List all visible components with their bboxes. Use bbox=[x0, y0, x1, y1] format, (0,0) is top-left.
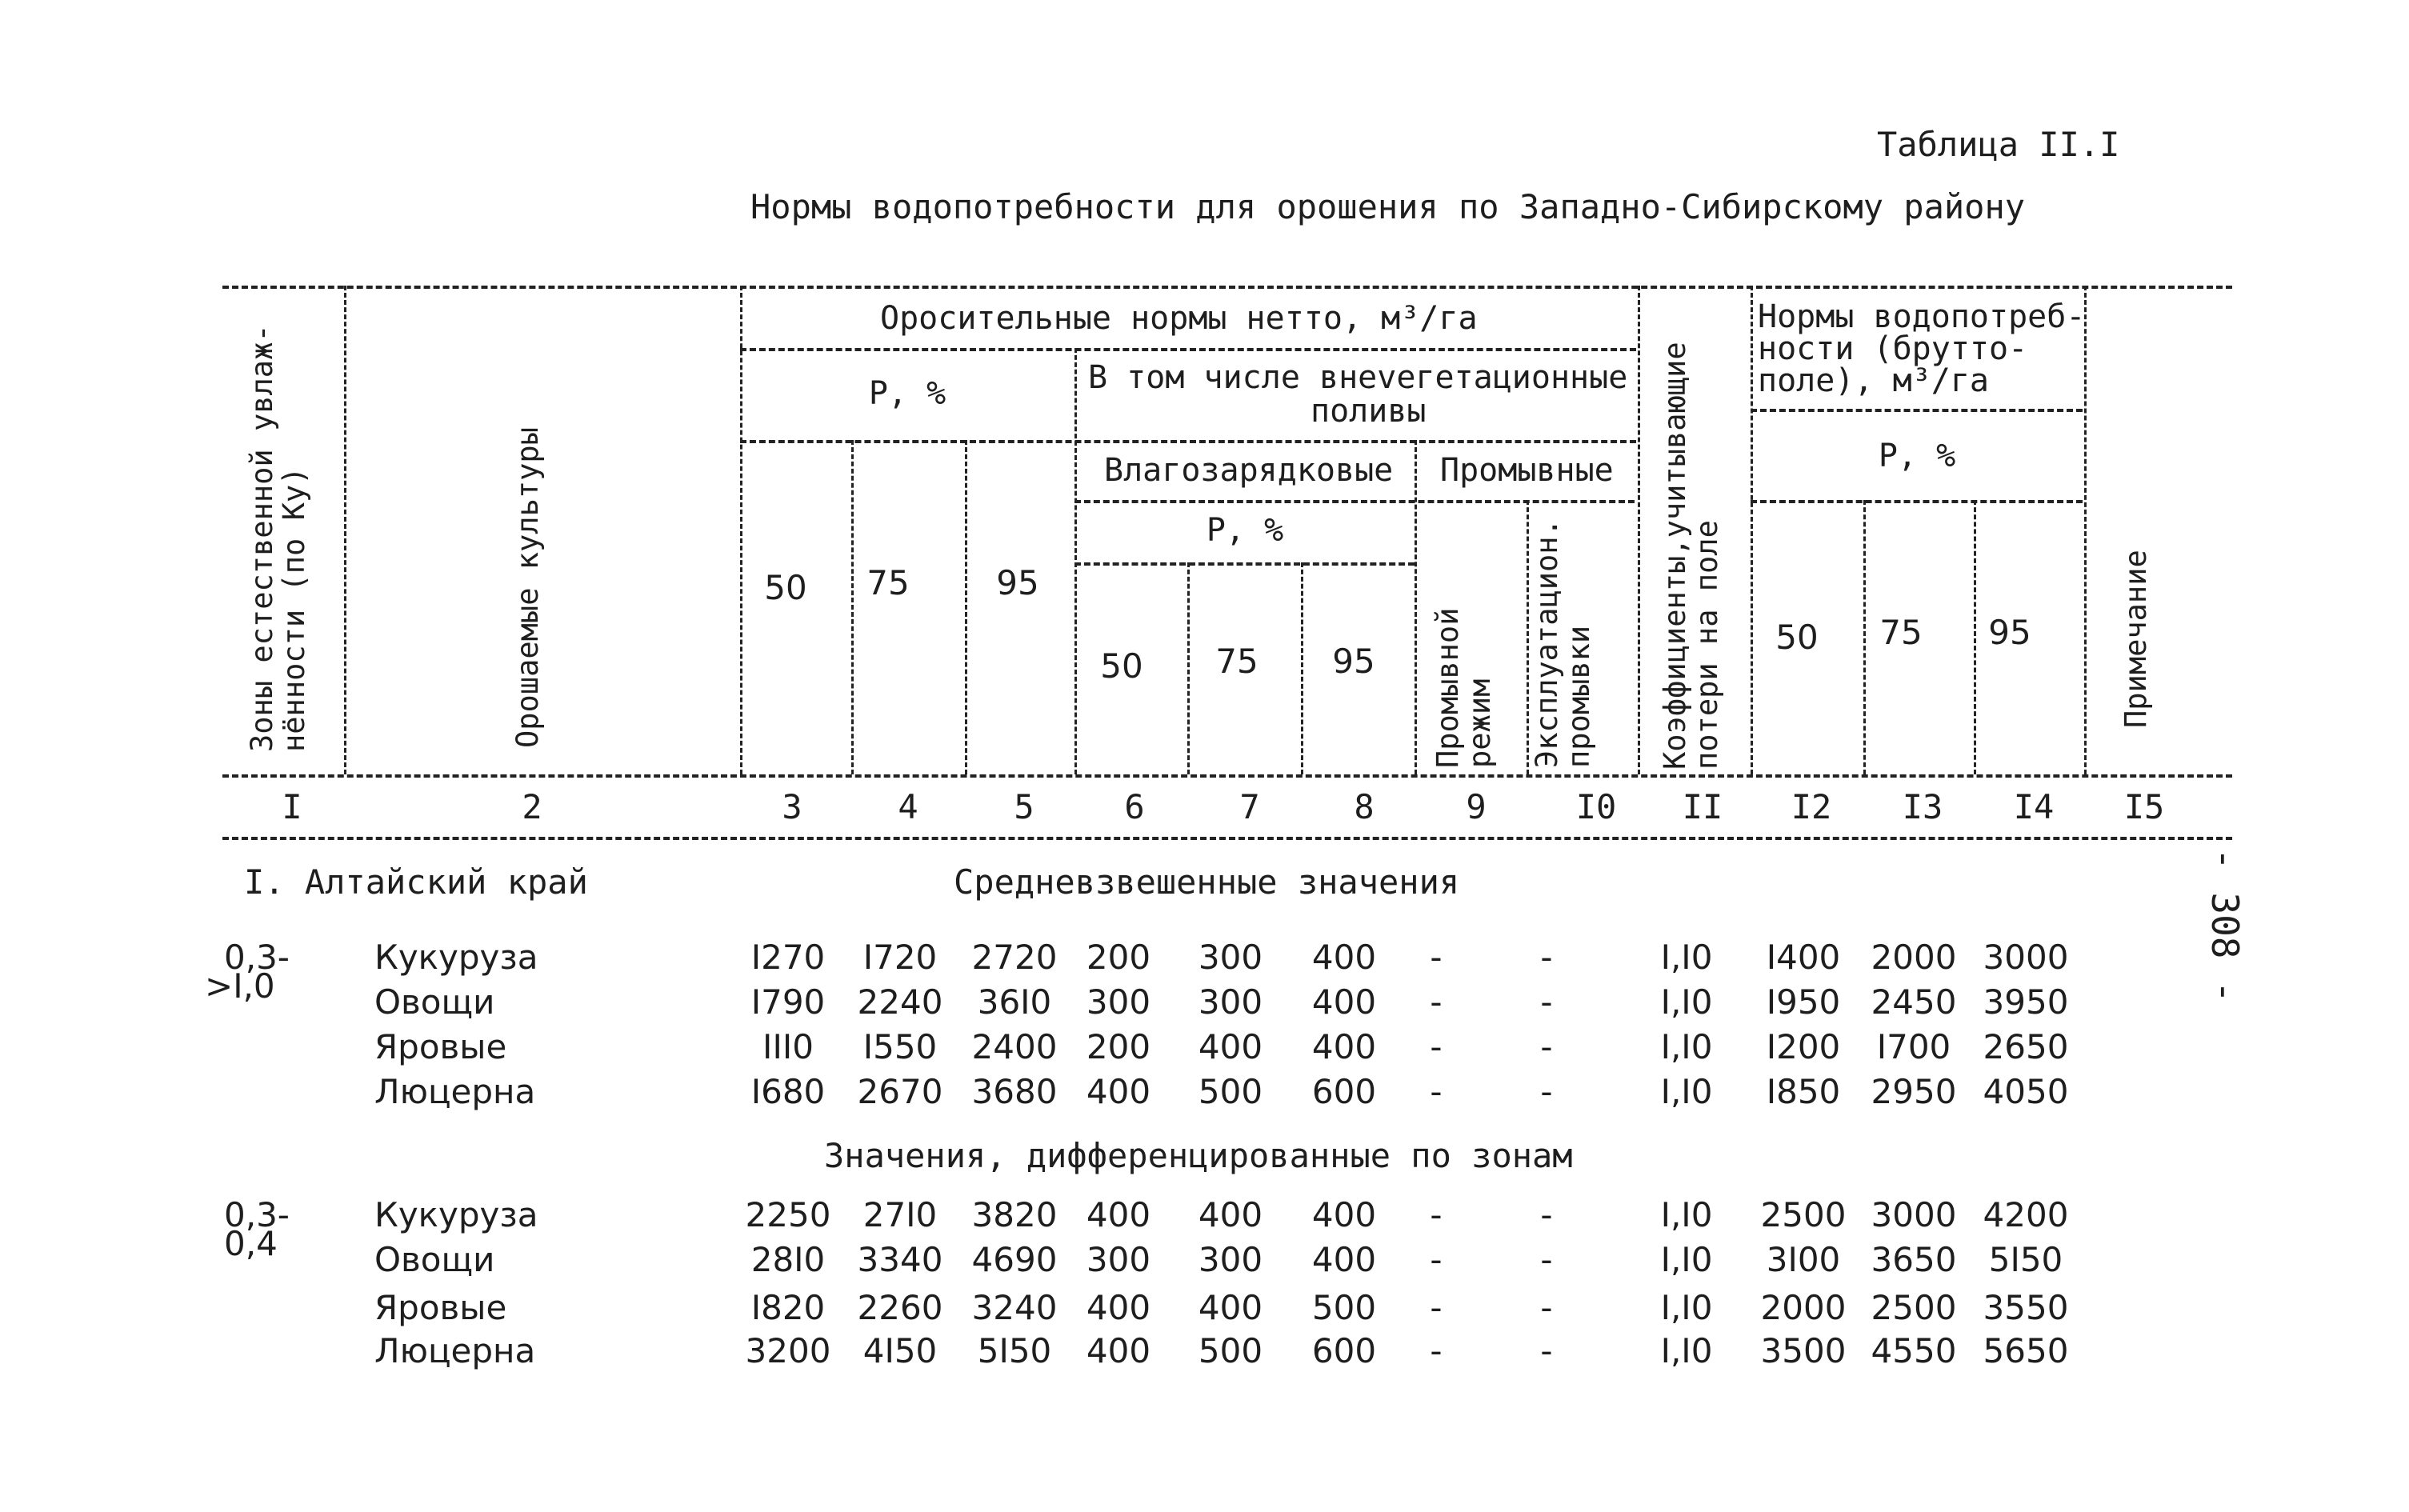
table-cell: 4550 bbox=[1871, 1331, 1957, 1370]
header-charging: Влагозарядковые bbox=[1104, 452, 1394, 489]
table-cell: I850 bbox=[1766, 1072, 1841, 1111]
table-cell: 5I50 bbox=[1988, 1240, 2063, 1279]
table-cell: 28I0 bbox=[750, 1240, 826, 1279]
rule-gross-p bbox=[1751, 500, 2083, 503]
table-cell: 400 bbox=[1311, 938, 1377, 977]
table-cell: 2950 bbox=[1871, 1072, 1957, 1111]
header-incl-line1: В том числе внevегетационные bbox=[1088, 359, 1628, 396]
header-gross-95: 95 bbox=[1988, 613, 2031, 652]
table-cell: 600 bbox=[1311, 1331, 1377, 1370]
column-number: I2 bbox=[1791, 787, 1832, 826]
column-number: 8 bbox=[1354, 787, 1375, 826]
section2-zone-line2: 0,4 bbox=[224, 1224, 278, 1263]
table-cell: 2720 bbox=[971, 938, 1058, 977]
vline-4 bbox=[965, 440, 967, 774]
column-number: 3 bbox=[782, 787, 802, 826]
table-cell: 4I50 bbox=[862, 1331, 938, 1370]
crop-name: Кукуруза bbox=[374, 1195, 538, 1234]
column-number: I bbox=[282, 787, 302, 826]
section1-title: Средневзвешенные значения bbox=[954, 862, 1460, 902]
table-cell: 36I0 bbox=[977, 982, 1052, 1022]
table-cell: - bbox=[1540, 938, 1553, 977]
table-cell: 300 bbox=[1198, 982, 1263, 1022]
vline-7 bbox=[1301, 562, 1303, 774]
column-number: 7 bbox=[1239, 787, 1260, 826]
header-p-pct: Р, % bbox=[868, 375, 946, 412]
rule-gross bbox=[1751, 409, 2083, 412]
table-cell: 200 bbox=[1086, 1027, 1151, 1066]
page-title: Нормы водопотребности для орошения по Западно-Сибирскому району bbox=[750, 187, 2026, 226]
table-cell: - bbox=[1540, 1027, 1553, 1066]
table-cell: 2500 bbox=[1760, 1195, 1847, 1234]
table-top-border bbox=[222, 286, 2232, 289]
table-cell: I,I0 bbox=[1660, 1072, 1713, 1111]
header-incl-line2: поливы bbox=[1311, 393, 1427, 430]
table-cell: 400 bbox=[1311, 1240, 1377, 1279]
header-charging-95: 95 bbox=[1332, 642, 1375, 681]
column-number: I5 bbox=[2123, 787, 2165, 826]
crop-name: Овощи bbox=[374, 982, 495, 1022]
table-cell: 300 bbox=[1198, 938, 1263, 977]
table-cell: I,I0 bbox=[1660, 1027, 1713, 1066]
vline-2 bbox=[740, 286, 742, 774]
table-cell: 3000 bbox=[1871, 1195, 1957, 1234]
table-cell: 2500 bbox=[1871, 1288, 1957, 1327]
table-cell: - bbox=[1430, 1240, 1443, 1279]
table-cell: I,I0 bbox=[1660, 1195, 1713, 1234]
table-cell: I,I0 bbox=[1660, 1331, 1713, 1370]
table-cell: 200 bbox=[1086, 938, 1151, 977]
header-zones: Зоны естественной увлаж- нённости (по Kу) bbox=[245, 324, 311, 752]
rule-numbers-bottom bbox=[222, 837, 2232, 840]
page-number: - 308 - bbox=[2203, 848, 2247, 1003]
table-cell: 4050 bbox=[1983, 1072, 2069, 1111]
table-cell: 2450 bbox=[1871, 982, 1957, 1022]
rule-charging-p bbox=[1074, 562, 1415, 566]
table-cell: 3950 bbox=[1983, 982, 2069, 1022]
table-cell: - bbox=[1430, 1331, 1443, 1370]
column-number: I4 bbox=[2013, 787, 2055, 826]
table-cell: I,I0 bbox=[1660, 982, 1713, 1022]
crop-name: Люцерна bbox=[374, 1331, 536, 1370]
table-cell: 500 bbox=[1198, 1072, 1263, 1111]
table-cell: I720 bbox=[862, 938, 938, 977]
vline-10 bbox=[1638, 286, 1640, 774]
table-cell: I,I0 bbox=[1660, 938, 1713, 977]
table-cell: 27I0 bbox=[862, 1195, 938, 1234]
header-gross-50: 50 bbox=[1775, 618, 1819, 657]
header-net-75: 75 bbox=[866, 563, 910, 602]
table-cell: 400 bbox=[1311, 982, 1377, 1022]
column-number: I0 bbox=[1575, 787, 1617, 826]
table-cell: 3820 bbox=[971, 1195, 1058, 1234]
vline-1 bbox=[344, 286, 346, 774]
table-cell: 3650 bbox=[1871, 1240, 1957, 1279]
table-cell: 3200 bbox=[745, 1331, 831, 1370]
table-cell: 400 bbox=[1086, 1195, 1151, 1234]
crop-name: Яровые bbox=[374, 1027, 507, 1066]
header-net-95: 95 bbox=[996, 563, 1039, 602]
table-cell: 300 bbox=[1198, 1240, 1263, 1279]
vline-14 bbox=[2084, 286, 2087, 774]
table-cell: 600 bbox=[1311, 1072, 1377, 1111]
table-cell: I,I0 bbox=[1660, 1240, 1713, 1279]
table-cell: 400 bbox=[1311, 1027, 1377, 1066]
column-number: 2 bbox=[522, 787, 542, 826]
table-cell: 400 bbox=[1198, 1027, 1263, 1066]
table-cell: 3500 bbox=[1760, 1331, 1847, 1370]
table-cell: - bbox=[1540, 1288, 1553, 1327]
table-label: Таблица II.I bbox=[1877, 125, 2120, 164]
table-cell: 4690 bbox=[971, 1240, 1058, 1279]
table-cell: 300 bbox=[1086, 982, 1151, 1022]
header-crops: Орошаемые культуры bbox=[510, 427, 545, 748]
rule-header-bottom bbox=[222, 774, 2232, 778]
table-cell: 4200 bbox=[1983, 1195, 2069, 1234]
table-cell: 2000 bbox=[1760, 1288, 1847, 1327]
table-cell: I820 bbox=[750, 1288, 826, 1327]
table-cell: - bbox=[1540, 1072, 1553, 1111]
vline-3 bbox=[851, 440, 854, 774]
header-charging-p: Р, % bbox=[1206, 512, 1284, 549]
table-cell: 2250 bbox=[745, 1195, 831, 1234]
section1-zone-line1: 0,3- bbox=[224, 938, 290, 977]
rule-charging bbox=[1074, 500, 1635, 503]
table-cell: - bbox=[1430, 1288, 1443, 1327]
table-cell: 3240 bbox=[971, 1288, 1058, 1327]
table-cell: 400 bbox=[1086, 1072, 1151, 1111]
crop-name: Яровые bbox=[374, 1288, 507, 1327]
table-cell: I270 bbox=[750, 938, 826, 977]
table-cell: I,I0 bbox=[1660, 1288, 1713, 1327]
table-cell: 2000 bbox=[1871, 938, 1957, 977]
table-cell: I700 bbox=[1876, 1027, 1951, 1066]
table-cell: - bbox=[1540, 1331, 1553, 1370]
column-number: I3 bbox=[1902, 787, 1943, 826]
vline-5 bbox=[1074, 348, 1077, 774]
table-cell: - bbox=[1430, 1027, 1443, 1066]
header-gross-line1: Нормы водопотреб- bbox=[1758, 298, 2086, 335]
table-cell: I200 bbox=[1766, 1027, 1841, 1066]
table-cell: 3I00 bbox=[1766, 1240, 1841, 1279]
column-number: 4 bbox=[898, 787, 918, 826]
vline-9 bbox=[1527, 500, 1529, 774]
column-number: II bbox=[1682, 787, 1723, 826]
table-cell: - bbox=[1540, 1240, 1553, 1279]
crop-name: Кукуруза bbox=[374, 938, 538, 977]
column-number: 5 bbox=[1014, 787, 1034, 826]
header-gross-p: Р, % bbox=[1878, 438, 1956, 474]
header-gross-line3: поле), м³/га bbox=[1758, 362, 1989, 399]
vline-12 bbox=[1863, 500, 1866, 774]
header-flush-mode: Промывной режим bbox=[1431, 607, 1497, 768]
table-cell: 2650 bbox=[1983, 1027, 2069, 1066]
header-operational: Эксплуатацион. промывки bbox=[1530, 518, 1596, 768]
table-cell: - bbox=[1430, 1072, 1443, 1111]
table-cell: 2400 bbox=[971, 1027, 1058, 1066]
table-cell: 400 bbox=[1198, 1195, 1263, 1234]
table-cell: - bbox=[1430, 1195, 1443, 1234]
table-cell: 3000 bbox=[1983, 938, 2069, 977]
vline-13 bbox=[1974, 500, 1976, 774]
rule-net-norms bbox=[740, 348, 1636, 351]
section1-zone-line2: >I,0 bbox=[205, 966, 275, 1006]
table-cell: 2240 bbox=[857, 982, 943, 1022]
header-net-norms: Оросительные нормы нетто, м³/га bbox=[880, 300, 1478, 337]
rule-p-pct bbox=[740, 440, 1636, 443]
header-coefficients: Коэффициенты,учитывающие потери на поле bbox=[1658, 342, 1724, 770]
header-gross-75: 75 bbox=[1879, 613, 1923, 652]
header-net-50: 50 bbox=[764, 568, 807, 607]
table-cell: I400 bbox=[1766, 938, 1841, 977]
table-cell: 500 bbox=[1198, 1331, 1263, 1370]
table-cell: 400 bbox=[1311, 1195, 1377, 1234]
table-cell: III0 bbox=[762, 1027, 814, 1066]
table-cell: 300 bbox=[1086, 1240, 1151, 1279]
table-cell: 3550 bbox=[1983, 1288, 2069, 1327]
table-cell: 400 bbox=[1086, 1288, 1151, 1327]
section2-zone-line1: 0,3- bbox=[224, 1195, 290, 1234]
vline-6 bbox=[1187, 562, 1190, 774]
table-cell: 400 bbox=[1198, 1288, 1263, 1327]
crop-name: Овощи bbox=[374, 1240, 495, 1279]
column-number: 9 bbox=[1466, 787, 1487, 826]
table-cell: - bbox=[1430, 982, 1443, 1022]
table-cell: 2260 bbox=[857, 1288, 943, 1327]
table-cell: 2670 bbox=[857, 1072, 943, 1111]
table-cell: I680 bbox=[750, 1072, 826, 1111]
crop-name: Люцерна bbox=[374, 1072, 536, 1111]
table-cell: 400 bbox=[1086, 1331, 1151, 1370]
table-cell: 3680 bbox=[971, 1072, 1058, 1111]
table-cell: 3340 bbox=[857, 1240, 943, 1279]
header-flushing: Промывные bbox=[1440, 452, 1614, 489]
header-gross-line2: ности (брутто- bbox=[1758, 330, 2028, 367]
table-cell: I950 bbox=[1766, 982, 1841, 1022]
table-cell: 5650 bbox=[1983, 1331, 2069, 1370]
table-cell: - bbox=[1540, 1195, 1553, 1234]
table-cell: 500 bbox=[1311, 1288, 1377, 1327]
header-charging-50: 50 bbox=[1100, 646, 1143, 686]
table-cell: 5I50 bbox=[977, 1331, 1052, 1370]
vline-8 bbox=[1415, 440, 1417, 774]
table-cell: I790 bbox=[750, 982, 826, 1022]
region-title: I. Алтайский край bbox=[244, 862, 588, 902]
section2-title: Значения, дифференцированные по зонам bbox=[824, 1136, 1573, 1175]
header-note: Примечание bbox=[2119, 550, 2153, 728]
table-cell: - bbox=[1430, 938, 1443, 977]
header-charging-75: 75 bbox=[1215, 642, 1259, 681]
table-cell: I550 bbox=[862, 1027, 938, 1066]
column-number: 6 bbox=[1124, 787, 1145, 826]
vline-11 bbox=[1751, 286, 1753, 774]
table-cell: - bbox=[1540, 982, 1553, 1022]
